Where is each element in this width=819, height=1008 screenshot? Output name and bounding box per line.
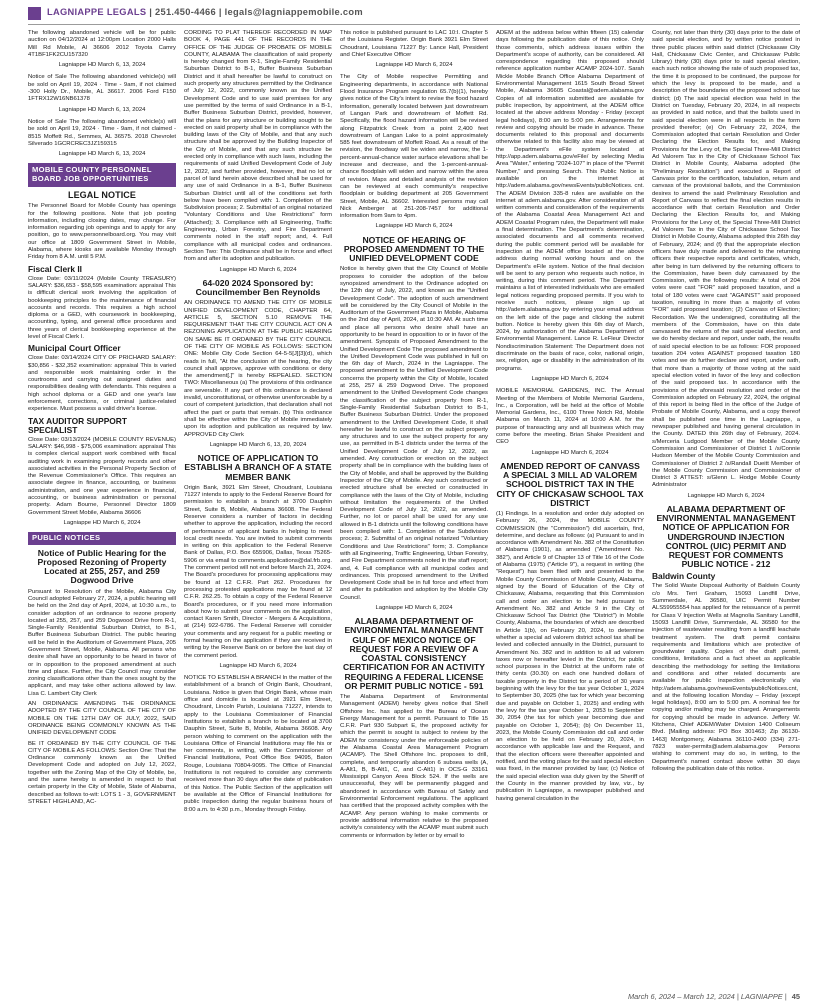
header-phone: 251.450-4466 <box>155 7 216 17</box>
notice-signature: Lagniappe HD March 6, 2024 <box>219 266 297 273</box>
job-title: TAX AUDITOR SUPPORT SPECIALIST <box>28 415 127 435</box>
notice-text: NOTICE TO ESTABLISH A BRANCH In the matter of the establishment of a branch of Origin Bank, Choudrant, Louisiana. Notice is given that Origin Bank, whose main office and domicile is located at 3921 Elm Street, Choudrant, Lincoln Parish, Louisiana 71227, intends to apply to the Louisiana Commissioner of Financial Institutions to establish a branch to be located at 3700 Dauphin Street, Suite B, Mobile, Alabama 36608. Any person wishing to comment on the application with the Louisiana Office of Financial Institutions may file his or her comments, in writing, with the Commissioner of Financial Institutions, Post Office Box 94095, Baton Rouge, Louisiana 70804-9095. The Office of Financial Institutions is not required to consider any comments received more than 30 days after the date of publication of this Notice. The Public Section of the application will be available at the Office of Financial Institutions for public inspection during the regular business hours of 8:00 a.m. to 4:30 p.m., Monday through Friday. <box>184 675 332 813</box>
notice-text: AN ORDINANCE TO AMEND THE CITY OF MOBILE UNIFIED DEVELOPMENT CODE, CHAPTER 64, ARTICLE 5, SECTION 5.10 REMOVE THE REQUIREMENT THAT THE CITY COUNCIL ACT ON A REZONING APPLICATION AT THE PUBLIC HEARING ON SAME BE IT ORDAINED BY THE CITY COUNCIL OF THE CITY OF MOBILE AS FOLLOWS: SECTION ONE: Mobile City Code Section 64-5-5[J][3](d), which reads in full, "At the conclusion of the hearing, the city council shall approve, approve with conditions or deny the amendment[.]" is hereby REPEALED. SECTION TWO: Miscellaneous (a) The provisions of this ordinance are severable. If any part of this ordinance is declared invalid, unconstitutional, or otherwise unenforceable by a court of competent jurisdiction, that declaration shall not affect the part or parts that remain. (b) This ordinance shall be effective within the City of Mobile immediately upon its adoption and publication as required by law. APPROVED City Clerk <box>184 300 332 438</box>
notice-signature: Lagniappe HD March 6, 2024 <box>63 519 141 526</box>
notice-text: Close Date: 03/13/2024 (MOBILE COUNTY REVENUE) SALARY: $46,998 - $75,006 examination: appraisal This is complex clerical support work combined with fiscal auditing work in examining property records and other associated activities in the Personal Property Section of the Revenue Commissioner's Office. This requires an associate degree in finance, accounting, or business administration, and one year experience in financial, accounting, or business administration or personal property. Adam Bourne, Personnel Director 1809 Government Street Mobile, Alabama 36606 <box>28 436 176 516</box>
header-brand: LAGNIAPPE LEGALS <box>47 7 147 17</box>
notice-heading: 64-020 2024 Sponsored by: Councilmember Ben Reynolds <box>195 277 321 297</box>
notice-text: Close Date: 03/11/2024 (Mobile County TREASURY) SALARY: $36,653 - $58,595 examination: appraisal This is difficult clerical work involving the application of bookkeeping principles to the maintenance of financial accounts and records. This requires a high school diploma or a GED, with coursework in bookkeeping, accounting, typing, and general office procedures and three years of clerical bookkeeping experience at the level of Fiscal Clerk I. <box>28 275 176 340</box>
header-text <box>47 7 363 17</box>
footer-dates: March 6, 2024 – March 12, 2024 <box>627 992 735 1001</box>
job-title: Municipal Court Officer <box>28 343 121 354</box>
notice-text: County, not later than thirty (30) days prior to the date of said special election, and by written notice posted in three public places within said district (Chickasaw City Hall, Chickasaw Civic Center, and Chickasaw Public Library) thirty (30) days prior to said special election, each such notice showing the rate of such proposed tax, the time it is proposed to be continued, the purpose for which the levy is proposed to be made, and a description of the boundaries of the proposed school tax district; (d) The said special election was held in the District on Tuesday, February 20, 2024, in all respects as provided in said notice, and that the ballots used in said special election were in all respects in the form provided therefor; (e) On February 22, 2024, the Commission adopted that certain Resolution and Order Declaring the Election Results for, and Making Provisions for the Levy of, the Special Three-Mill District Ad Valorem Tax in the City of Chickasaw School Tax District in Mobile County, Alabama adopted (the "Preliminary Resolution") and executed a Report of Canvass prior to the certification, tabulation, return and canvass of the provisional ballots, and the Commission desires to amend the said Preliminary Resolution and Report of Canvass to reflect the final election results in accordance with that certain Resolution and Order Declaring the Election Results for, and Making Provisions for the Levy of, the Special Three-Mill District Ad Valorem Tax in the City of Chickasaw School Tax District in Mobile County, Alabama adopted this 26th day of February, 2024; and (f) that the appropriate election officers have duly made and delivered to the returning officers their respective reports and certificates, which, after being in turn delivered by the returning officers to the Commission, have been duly canvassed by the Commission, with the following results: A total of 204 votes were cast "FOR" said proposed taxation, and a total of 180 votes were cast "AGAINST" said proposed taxation, resulting in more than a majority of votes "FOR" said proposed taxation; (2) Canvass of Election; Recordation. We the undersigned, constituting all the members of the Commission, have on this date canvassed the returns of the said special election, and we do hereby declare and report, under oath, the results of said special election to be as follows: FOR proposed taxation 204 votes AGAINST proposed taxation 180 votes and we do further declare and report, under oath, that more than a majority of those voting at the said special election voted in favor of the levy and collection of the said proposed tax. In accordance with the provisions of the aforesaid resolution and order of the Commission adopted on February 22, 2024, the original of this report is being filed in the office of the Judge of Probate of Mobile County, Alabama, and a copy thereof shall be published one time in the Lagniappe, a newspaper published and having general circulation in the County. DATED this 26th day of February, 2024. s/Merceria Ludgood Member of the Mobile County Commission and Commissioner of District 1 /s/Connie Hudson Member of the Mobile County Commission and Commissioner of District 2 /s/Randall Dueitt Member of the Mobile County Commission and Commissioner of District 3 ATTEST: s/Glenn L. Hodge Mobile County Administrator <box>652 30 800 489</box>
notice-heading: AMENDED REPORT OF CANVASS A SPECIAL 3 MILL AD VALOREM SCHOOL DISTRICT TAX IN THE CITY OF CHICKASAW SCHOOL TAX DISTRICT <box>496 460 644 508</box>
section-banner-public-notices: PUBLIC NOTICES <box>28 532 176 545</box>
column-3 <box>340 30 488 986</box>
notice-text: The Solid Waste Disposal Authority of Baldwin County c/o Mrs. Terri Graham, 15093 Landfill Drive, Summerdale, AL 36580, UIC Permit Number ALS59955554 has applied for the reissuance of a permit for Class V Injection Wells at Magnolia Sanitary Landfill, 15093 Landfill Drive, Summerdale, AL 36580 for the injection of wastewater resulting from a landfill leachate treatment system. The draft permit contains requirements and limitations which are protective of groundwater quality. Copies of the draft permit, conditions, limitations and a fact sheet as applicable describing the methodology for setting the limitations and conditions and other related documents are available for public inspection electronically via http://adem.alabama.gov/newsEvents/publicNotices.cnt, and at the following location Monday – Friday (except legal holidays), 8:00 am to 5:00 pm. A nominal fee for copying and/or mailing may be charged. Arrangements for copying should be made in advance. Jeffery W. Kitchens, Chief ADEM/Water Division 1400 Coliseum Blvd. [Mailing address: PO Box 301463; Zip 36130-1463] Montgomery, Alabama 36110-2400 (334) 271-7823 water-permits@adem.alabama.gov Persons wishing to comment may do so, in writing, to the Department's named contact above within 30 days following the publication date of this notice. <box>652 583 800 772</box>
columns-container <box>28 30 800 986</box>
notice-text: Notice of Sale The following abandoned vehicle(s) will be sold on April 19, 2024 · Time - 9am, if not claimed - 8515 Moffett Rd., Semmes, AL 36575. 2018 Chevrolet Silverado 1GCRCREC3JZ159315 <box>28 118 176 147</box>
header-separator: | <box>146 7 155 17</box>
notice-signature: Lagniappe HD March 6, 2024 <box>687 492 765 499</box>
notice-heading: ALABAMA DEPARTMENT OF ENVIRONMENTAL MANAGEMENT GULF OF MEXICO NOTICE OF REQUEST FOR A REVIEW OF A COASTAL CONSISTENCY CERTIFICATION FOR AN ACTIVITY REQUIRING A FEDERAL LICENSE OR PERMIT PUBLIC NOTICE - 591 <box>343 616 485 691</box>
column-2 <box>184 30 332 986</box>
notice-text: Notice of Sale The following abandoned vehicle(s) will be sold on April 19, 2024 · Time - 9am, if not claimed -300 Holly Dr., Mobile, AL 36617. 2006 Ford F150 1FTRX12W16NB61378 <box>28 74 176 103</box>
notice-text: This notice is published pursuant to LAC 10:I. Chapter 5 of the Louisiana Register. Origin Bank 3921 Elm Street Choudrant, Louisiana 71227 By: Lance Hall, President and Chief Executive Officer <box>340 30 488 58</box>
header-email[interactable]: legals@lagniappemobile.com <box>224 7 363 17</box>
notice-text: MOBILE MEMORIAL GARDENS, INC. The Annual Meeting of the Members of Mobile Memorial Gardens, Inc., a Corporation, will be held at the office of Mobile Memorial Gardens, Inc., 6100 Three Notch Rd, Mobile Alabama on March 11, 2024 at 10:00 A.M. for the purpose of transacting any and all business which may come before the meeting. Brian Shake President and CEO <box>496 388 644 446</box>
column-1 <box>28 30 176 986</box>
notice-signature: Lagniappe HD March 6, 2024 <box>375 223 453 230</box>
notice-heading: NOTICE OF HEARING OF PROPOSED AMENDMENT TO THE UNIFIED DEVELOPMENT CODE <box>343 234 485 264</box>
notice-heading: ALABAMA DEPARTMENT OF ENVIRONMENTAL MANAGEMENT NOTICE OF APPLICATION FOR UNDERGROUND INJECTION CONTROL (UIC) PERMIT AND REQUEST FOR COMMENTS PUBLIC NOTICE - 212 <box>656 504 796 570</box>
footer-separator: | <box>734 992 741 1001</box>
header-separator: | <box>215 7 225 17</box>
section-banner-job-opportunities: MOBILE COUNTY PERSONNEL BOARD JOB OPPORTUNITIES <box>28 163 176 186</box>
notice-text: (1) Findings. In a resolution and order duly adopted on February 26, 2024, the MOBILE COUNTY COMMISSION (the "Commission") did ascertain, find, determine, and declare as follows: (a) Pursuant to and in accordance with Amendment No. 382 of the Constitution of Alabama (1901), as amended ("Amendment No. 382"), and Article 9 of Chapter 13 of Title 16 of the Code of Alabama (1975) ("Article 9"), a request in writing (the "Request") has been filed with and presented to the Mobile County Commission of Mobile County, Alabama, signed by the Board of Education of the City of Chickasaw, Alabama, requesting that this Commission call and order an election to be held pursuant to Amendment No. 382 and Article 9 in the City of Chickasaw School Tax District (the "District") in Mobile County, Alabama, the boundaries of which are described in Article 1(b), on February 20, 2024, to determine whether a special ad valorem district school tax shall be levied and collected annually in the District, pursuant to Amendment No. 382 and in addition to all ad valorem taxes now or hereafter levied in the District, for public school purposes in the District at the uniform rate of thirty cents (30.30) on each one hundred dollars of taxable property in the District for a period of 30 years beginning with the levy for the tax year October 1, 2024 to September 30, 2025 (the tax for which year becoming due and payable on October 1, 2025) and ending with the levy for the tax year October 1, 2053 to September 30, 2054 (the tax for which year becoming due and payable on October 1, 2054); (b) On December 11, 2023, the Mobile County Commission did call and order an election to be held on February 20, 2024, in accordance with applicable law and the Request, and that the election officers were thereafter appointed and notified, and the voting place for the said special election was fixed, in the manner provided by law; (c) Notice of the said special election was duly given by the Sheriff of the County in the manner provided by law, viz., by publication in Lagniappe, a newspaper published and having general circulation in the <box>496 510 644 802</box>
notice-text: ADEM at the address below within fifteen (15) calendar days following the publication date of this notice. Only those comments, which address issues within the Department's scope of authority, can be considered. All correspondence regarding this proposed should reference application number ACAMP 2024-107. Sarah Mickle Mobile Branch Office Alabama Department of Environmental Management 1615 South Broad Street Mobile, Alabama 36605 Coastal@adem.alabama.gov Copies of all information submitted are available for public inspection, by appointment, at the ADEM office located at the above address Monday - Friday (except legal holidays), 8:00 am to 5:00 pm. Arrangements for review and copying should be made in advance. These documents related to this proposal and documents otherwise related to this facility also may be viewed at the Department's eFile system located at http://app.adem.alabama.gov/eFile/ by selecting Media Area "Water," entering "2024-107" in place of the "Permit Number," and pressing Search. This Public Notice is available on the internet at http://adem.alabama.gov/newsEvents/publicNotices. cnt. The ADEM Division 335-8 rules are available on the internet at adem.alabama.gov. After consideration of all written comments and consideration of the requirements of the Alabama Coastal Area Management Act and ADEM Coastal Program rules, the Department will make a final determination. The Department's determination, associated documents and all comments received during the public comment period will be available for inspection at the ADEM office located at the above address during normal working hours and on the Department's eFile system. Notice of the final decision will be sent to any person who requests such notice, in writing, during this comment period. The Department maintains a list of interested individuals who are emailed legal notices regarding proposed permits. If you wish to receive such notices, please sign up at http://adem.alabama.gov by entering your email address on the left side of the page and clicking the submit button. Notice is hereby given this 6th day of March, 2024, by authorization of the Alabama Department of Environmental Management. Lance R. LeFleur Director Nondiscrimination Statement: The Department does not discriminate on the basis of race, color, national origin, sex, religion, age or disability in the administration of its programs. <box>496 30 644 372</box>
notice-text: The City of Mobile respective Permitting and Engineering departments, in accordance with National Flood Insurance Program regulation 65.7(b)(1), hereby gives notice of the City's intent to revise the flood hazard information, generally located between just downstream of Langan Park and downstream of Moffett Rd. Specifically, the flood hazard information will be revised along Fitzpatrick Creek from a point 2,400 feet downstream of Langan Lake to a point approximately 585 feet downstream of Moffett Road. As a result of the revision, the floodway will be widen and narrow, the 1-percent-annual-chance water surface elevations shall be increase and decrease, and the 1-percent-annual-chance floodplain will widen and narrow within the area of revision. Maps and detailed analysis of the revision can be reviewed at each community's respective floodplain or building department at 205 Government Street, Mobile, AL 36602. Interested persons may call Nick Amberger at 251-208-7457 for additional information from 9am to 4pm. <box>340 74 488 220</box>
job-title: Fiscal Clerk II <box>28 263 82 274</box>
notice-text: AN ORDINANCE AMENDING THE ORDINANCE ADOPTED BY THE CITY COUNCIL OF THE CITY OF MOBILE ON THE 12TH DAY OF JULY, 2022, SAID ORDINANCE BEING COMMONLY KNOWN AS THE UNIFIED DEVELOPMENT CODE <box>28 701 176 737</box>
notice-text: The following abandoned vehicle will be for public auction on 04/12/2024 at 12:00pm Location 2000 Halls Mill Rd Mobile, Al 36606 2012 Toyota Camry 4T1BF1FK2CU157320 <box>28 30 176 58</box>
notice-signature: Lagniappe HD March 6, 2024 <box>375 604 453 611</box>
column-5 <box>652 30 800 986</box>
notice-heading: NOTICE OF APPLICATION TO ESTABLISH A BRANCH OF A STATE MEMBER BANK <box>184 453 332 482</box>
notice-text: BE IT ORDAINED BY THE CITY COUNCIL OF THE CITY OF MOBILE AS FOLLOWS: Section One: That the Ordinance commonly known as the Unified Development Code and adopted on July 12, 2022, together with the Zoning Map of the City of Mobile, be, and the same hereby is amended in respect to that certain property in the City of Mobile, State of Alabama, described as follows to-wit: LOTS 1 - 3, GOVERNMENT STREET HIGHLAND, AC- <box>28 740 176 805</box>
notice-signature: Lagniappe HD March 6, 13, 2024 <box>58 106 146 113</box>
notice-signature: Lagniappe HD March 6, 13, 2024 <box>58 151 146 158</box>
notice-text: Notice is hereby given that the City Council of Mobile proposes to consider the adoption of the below synopsized amendment to the Ordinance adopted on the 12th day of July, 2022, and known as the "Unified Development Code". The adoption of such amendment will be considered by the City Council of Mobile in the Auditorium of the Government Plaza in Mobile, Alabama on the 2nd day of April, 2024, at 10:30 AM. At such time and place all persons who desire shall have an opportunity to be heard in opposition to or in favor of the amendment. Synopsis of Proposed Amendment to the Unified Development Code The proposed amendment to the Unified Development Code was published in full on the 6th day of March, 2024 in the Lagniappe. The proposed amendment to the Unified Development Code concerns the property within the City of Mobile, located at 255, 257 & 259 Dogwood Drive. The proposed amendment to the Unified Development Code changes the classification of the subject property from R-1, Single-Family Residential Suburban District to B-1, Buffer Business Suburban District. Under the proposed amendment to the Unified Development Code, it shall hereafter be lawful to construct on the subject property any structures and to use the subject property for any use, as permitted in B-1 districts under the terms of the Unified Development Code of July 12, 2022, as amended. Any construction or erection on the subject property shall be in compliance with the building laws of the City of Mobile, and shall be approved by the Building Inspector of the City of Mobile. Any such constructed or erected structure shall be erected or constructed in compliance with the laws of the City of Mobile, including without limitation the requirements of the Unified Development Code of July 12, 2022, as amended. Further, no lot or parcel shall be used for any use allowed in B-1 districts until the following conditions have been complied with: 1. Completion of the Subdivision process; 2. Submittal of an original notarized "Voluntary Conditions and Use Restrictions" form; 3. Compliance with all Engineering, Traffic Engineering, Urban Forestry, and Fire Department comments noted in the staff report; and, 4. Full compliance with all municipal codes and ordinances. This proposed amendment to the Unified Development Code shall be in full force and effect from and after its publication and adoption by the Mobile City Council. <box>340 266 488 601</box>
page-footer <box>628 992 800 1001</box>
notice-signature: Lagniappe HD March 6, 2024 <box>531 375 609 382</box>
notice-heading: LEGAL NOTICE <box>67 189 137 200</box>
notice-signature: Lagniappe HD March 6, 13, 20, 2024 <box>209 441 307 448</box>
notice-text: Close Date: 03/14/2024 CITY OF PRICHARD SALARY: $30,856 - $32,352 examination: appraisal This is varied and responsible work maintaining order in the courtrooms and carrying out assigned duties and responsibilities dealing with defendants. This requires a high school diploma or a GED and one year's law enforcement, corrections, or criminal justice-related experience. Must possess a valid driver's license. <box>28 355 176 413</box>
notice-signature: Lagniappe HD March 6, 2024 <box>219 662 297 669</box>
notice-text: Pursuant to Resolution of the Mobile, Alabama City Council adopted February 27, 2024, a public hearing will be held on the 2nd day of April, 2024, at 10:30 a.m., to consider adoption of an ordinance to rezone property located at 255, 257, and 259 Dogwood Drive from R-1, Single-Family Residential Suburban District, to B-1, Buffer Business Suburban District. The public hearing will be held in the Auditorium of Government Plaza, 205 Government Street, Mobile, Alabama. All persons who desire shall have an opportunity to be heard in favor of or in opposition to the proposed amendment at such time and place. Further, the City Council may consider zoning classifications other than the ones sought by the applicant, and may take other actions allowed by law. Lisa C. Lambert City Clerk <box>28 588 176 697</box>
header-square-icon <box>28 7 41 20</box>
notice-signature: Lagniappe HD March 6, 13, 2024 <box>58 62 146 69</box>
footer-separator: | <box>782 992 789 1001</box>
footer-brand: LAGNIAPPE <box>740 992 783 1001</box>
notice-text: Origin Bank, 3921 Elm Street, Choudrant, Louisiana 71227 intends to apply to the Federal Reserve Board for permission to establish a branch at 3700 Dauphin Street, Suite B, Mobile, Alabama 36608. The Federal Reserve considers a number of factors in deciding whether to approve the application, including the record of performance of applicant banks in helping to meet local credit needs. You are invited to submit comments in writing on this application to the Federal Reserve Bank of Dallas, P.O. Box 655906, Dallas, Texas 75265-5906 or via email to comments.applications@dal.frb.org. The comment period will not end before March 21, 2024. The Board's procedures for processing applications may be found at 12 C.F.R. Part 262. Procedures for processing protested applications may be found at 12 C.F.R. 262.25. To obtain a copy of the Federal Reserve Board's procedures, or if you need more information about how to submit your comments on the application, contact Karen Smith, Director - Mergers & Acquisitions, at (214) 922-6786. The Federal Reserve will consider your comments and any request for a public meeting or formal hearing on the application if they are received in writing by the Reserve Bank on or before the last day of the comment period. <box>184 484 332 659</box>
county-title: Baldwin County <box>652 571 716 582</box>
page-number: 45 <box>791 992 800 1001</box>
notice-heading: Notice of Public Hearing for the Proposed Rezoning of Property Located at 255, 257, and 259 Dogwood Drive <box>37 547 167 586</box>
notice-signature: Lagniappe HD March 6, 2024 <box>375 62 453 69</box>
column-4 <box>496 30 644 986</box>
notice-text: CORDING TO PLAT THEREOF RECORDED IN MAP BOOK 4, PAGE 441 OF THE RECORDS IN THE OFFICE OF THE JUDGE OF PROBATE OF MOBILE COUNTY, ALABAMA The classification of said property is hereby changed from R-1, Single-Family Residential Suburban District to B-1, Buffer Business Suburban District and it shall hereafter be lawful to construct on such property any structures permitted by the Ordinance of July 12, 2022, commonly known as the Unified Development Code and to use said premises for any use permitted by the terms of said Ordinance in a B-1, Buffer Business Suburban District, provided, however, that the plans for any structure or building sought to be erected on said property shall be in compliance with the building laws of the City of Mobile, and that any such structure shall be approved by the Building Inspector of the City of Mobile, and that any such structure be erected only in compliance with such laws, including the requirements of said Unified Development Code of July 12, 2022, and further provided, however, that no lot or parcel of land herein above described shall be used for any use of said Ordinance in a B-1, Buffer Business Suburban District until all of the conditions set forth below have been complied with: 1. Completion of the Subdivision process; 2. Submittal of an original notarized "Voluntary Conditions and Use Restrictions" form (Attached); 3. Compliance with all Engineering, Traffic Engineering, Urban Forestry, and Fire Department comments noted in the staff report; and, 4. Full compliance with all municipal codes and ordinances. Section Two: This Ordinance shall be in force and effect from and after its adoption and publication. <box>184 30 332 263</box>
notice-text: The Alabama Department of Environmental Management (ADEM) hereby gives notice that Shell Offshore Inc. has applied to the Bureau of Ocean Energy Management for a permit. Pursuant to Title 15 C.F.R. Part 930 Subpart E, the proposed activity for which the permit is sought is subject to review by the ADEM for consistency under the enforceable policies of the Alabama Coastal Area Management Program (ACAMP). The Shell Offshore Inc. proposes to drill, complete, and temporarily abandon 6 subsea wells (A, A-Alt1, B, B-Alt1, C, and C-Alt1) in OCS-G 33161 Mississippi Canyon Area Block 524. If the wells are unsuccessful, they will be permanently plugged and abandoned in accordance with Bureau of Safety and Environmental Enforcement regulations. The applicant has certified that the proposed activity complies with the ACAMP. Any person wishing to make comments or provide additional information relative to the proposed activity's consistency with the ACAMP must submit such comments or information by letter or by email to <box>340 693 488 839</box>
notice-signature: Lagniappe HD March 6, 2024 <box>531 449 609 456</box>
page-header <box>28 4 800 25</box>
notice-text: The Personnel Board for Mobile County has openings for the following positions. Note that job posting information, including closing dates, may change. For information regarding job openings and to apply for any position, go to www.personnelboard.org. You may visit our office at 1809 Government Street in Mobile, Alabama, where kiosks are available Monday through Friday from 8 A.M. until 5 P.M. <box>28 203 176 261</box>
